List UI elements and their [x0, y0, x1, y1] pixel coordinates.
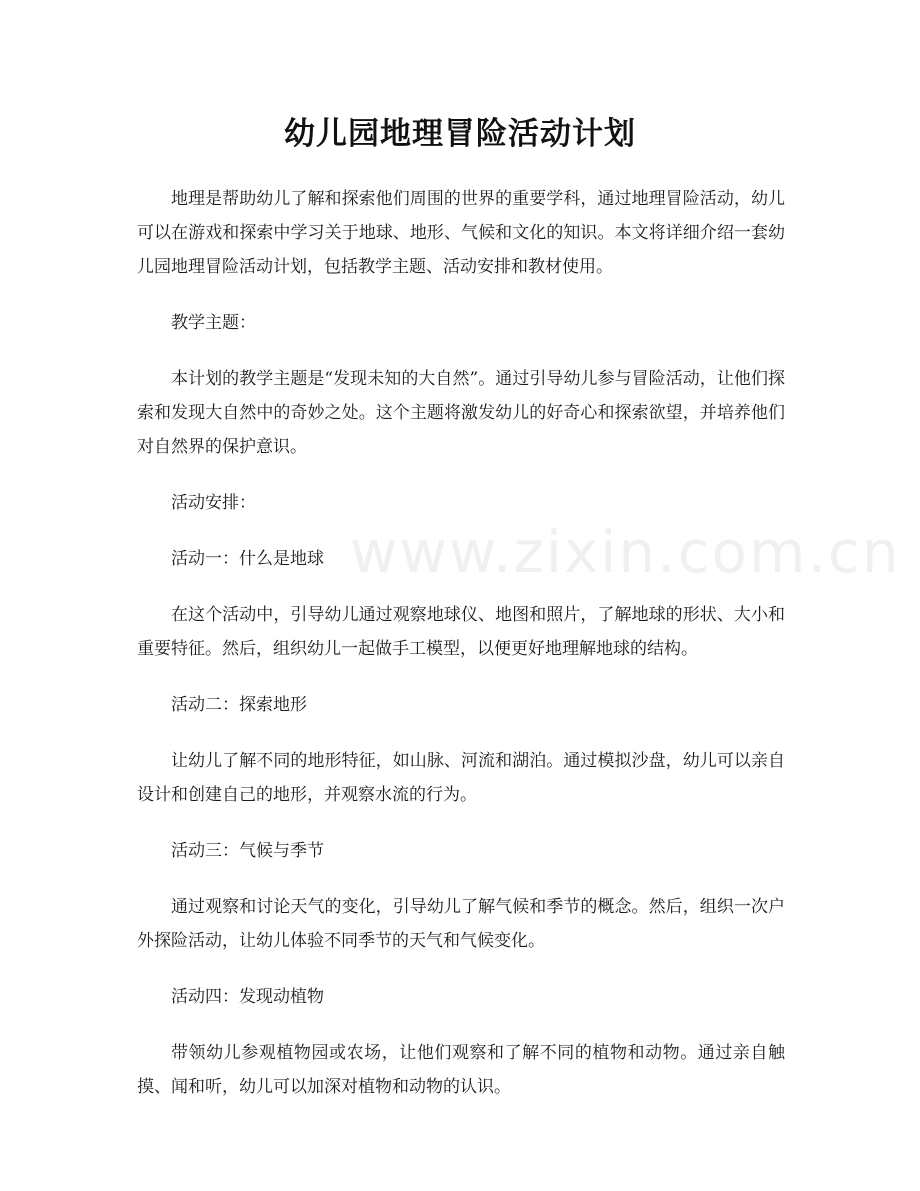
section-heading-teaching-theme: 教学主题： — [171, 313, 256, 333]
activity-1-paragraph: 在这个活动中，引导幼儿通过观察地球仪、地图和照片，了解地球的形状、大小和重要特征。然后，组织幼儿一起做手工模型，以便更好地理解地球的结构。 — [137, 605, 785, 659]
activity-4-paragraph: 带领幼儿参观植物园或农场，让他们观察和了解不同的植物和动物。通过亲自触摸、闻和听，幼儿可以加深对植物和动物的认识。 — [137, 1043, 785, 1097]
intro-paragraph: 地理是帮助幼儿了解和探索他们周围的世界的重要学科，通过地理冒险活动，幼儿可以在游戏和探索中学习关于地球、地形、气候和文化的知识。本文将详细介绍一套幼儿园地理冒险活动计划，包括教学主题、活动安排和教材使用。 — [137, 189, 785, 277]
activity-1-heading: 活动一：什么是地球 — [171, 549, 324, 569]
activity-4-heading: 活动四：发现动植物 — [171, 987, 324, 1007]
document-body — [137, 182, 785, 1126]
teaching-theme-paragraph: 本计划的教学主题是“发现未知的大自然”。通过引导幼儿参与冒险活动，让他们探索和发现大自然中的奇妙之处。这个主题将激发幼儿的好奇心和探索欲望，并培养他们对自然界的保护意识。 — [137, 369, 785, 457]
activity-2-heading: 活动二：探索地形 — [171, 695, 307, 715]
activity-3-paragraph: 通过观察和讨论天气的变化，引导幼儿了解气候和季节的概念。然后，组织一次户外探险活动，让幼儿体验不同季节的天气和气候变化。 — [137, 897, 785, 951]
document-title: 幼儿园地理冒险活动计划 — [284, 116, 636, 152]
section-heading-activity-arrangement: 活动安排： — [171, 493, 256, 513]
watermark: www.zixin.com.cn — [350, 518, 901, 586]
activity-3-heading: 活动三：气候与季节 — [171, 841, 324, 861]
activity-2-paragraph: 让幼儿了解不同的地形特征，如山脉、河流和湖泊。通过模拟沙盘，幼儿可以亲自设计和创建自己的地形，并观察水流的行为。 — [137, 751, 785, 805]
